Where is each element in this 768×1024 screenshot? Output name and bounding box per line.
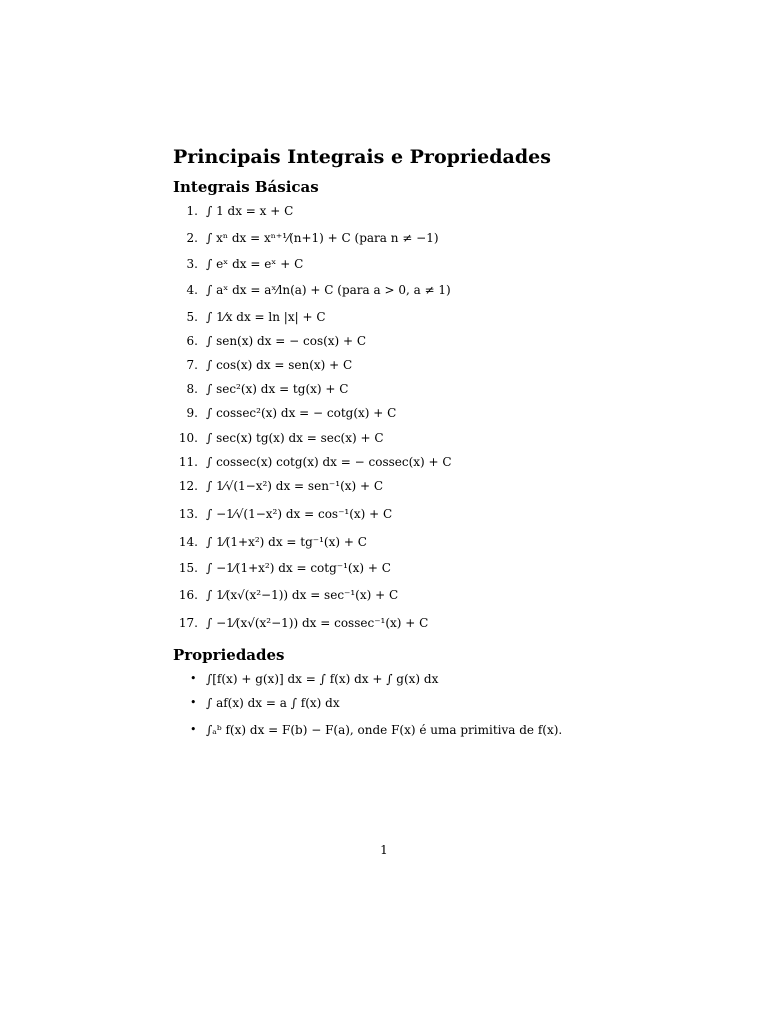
integral-formula: ∫ 1⁄x dx = ln |x| + C xyxy=(206,310,326,324)
integral-number: 11. xyxy=(178,455,198,469)
integral-formula: ∫ sec(x) tg(x) dx = sec(x) + C xyxy=(206,431,384,445)
integral-formula: ∫ xⁿ dx = xⁿ⁺¹⁄(n+1) + C (para n ≠ −1) xyxy=(206,231,439,245)
property-formula: ∫ₐᵇ f(x) dx = F(b) − F(a), onde F(x) é uma primitiva de f(x). xyxy=(206,723,563,737)
integral-number: 9. xyxy=(186,406,198,420)
integral-formula: ∫ −1⁄(x√(x²−1)) dx = cossec⁻¹(x) + C xyxy=(206,616,429,630)
integral-formula: ∫ −1⁄√(1−x²) dx = cos⁻¹(x) + C xyxy=(206,507,393,521)
section-heading-basic-integrals: Integrais Básicas xyxy=(173,178,319,196)
integral-number: 8. xyxy=(186,382,198,396)
page-number: 1 xyxy=(380,843,388,857)
integral-formula: ∫ cossec²(x) dx = − cotg(x) + C xyxy=(206,406,397,420)
integral-formula: ∫ cos(x) dx = sen(x) + C xyxy=(206,358,353,372)
integral-formula: ∫ 1⁄√(1−x²) dx = sen⁻¹(x) + C xyxy=(206,479,384,493)
integral-number: 12. xyxy=(178,479,198,493)
integral-formula: ∫ 1 dx = x + C xyxy=(206,204,294,218)
property-formula: ∫[f(x) + g(x)] dx = ∫ f(x) dx + ∫ g(x) dx xyxy=(206,672,439,686)
bullet-icon: • xyxy=(190,723,197,736)
integral-number: 14. xyxy=(178,535,198,549)
integral-formula: ∫ 1⁄(1+x²) dx = tg⁻¹(x) + C xyxy=(206,535,367,549)
integral-number: 10. xyxy=(178,431,198,445)
integral-number: 15. xyxy=(178,561,198,575)
section-heading-properties: Propriedades xyxy=(173,646,285,664)
integral-number: 7. xyxy=(186,358,198,372)
integral-formula: ∫ sec²(x) dx = tg(x) + C xyxy=(206,382,349,396)
property-formula: ∫ af(x) dx = a ∫ f(x) dx xyxy=(206,696,340,710)
integral-number: 16. xyxy=(178,588,198,602)
bullet-icon: • xyxy=(190,696,197,709)
integral-number: 2. xyxy=(186,231,198,245)
bullet-icon: • xyxy=(190,672,197,685)
integral-formula: ∫ eˣ dx = eˣ + C xyxy=(206,257,304,271)
integral-number: 3. xyxy=(186,257,198,271)
integral-number: 13. xyxy=(178,507,198,521)
integral-number: 5. xyxy=(186,310,198,324)
integral-number: 4. xyxy=(186,283,198,297)
integral-formula: ∫ sen(x) dx = − cos(x) + C xyxy=(206,334,367,348)
integral-number: 1. xyxy=(186,204,198,218)
integral-formula: ∫ aˣ dx = aˣ⁄ln(a) + C (para a > 0, a ≠ 1) xyxy=(206,283,451,297)
integral-number: 17. xyxy=(178,616,198,630)
integral-formula: ∫ 1⁄(x√(x²−1)) dx = sec⁻¹(x) + C xyxy=(206,588,399,602)
integral-number: 6. xyxy=(186,334,198,348)
integral-formula: ∫ −1⁄(1+x²) dx = cotg⁻¹(x) + C xyxy=(206,561,391,575)
page-title: Principais Integrais e Propriedades xyxy=(173,146,551,168)
integral-formula: ∫ cossec(x) cotg(x) dx = − cossec(x) + C xyxy=(206,455,452,469)
